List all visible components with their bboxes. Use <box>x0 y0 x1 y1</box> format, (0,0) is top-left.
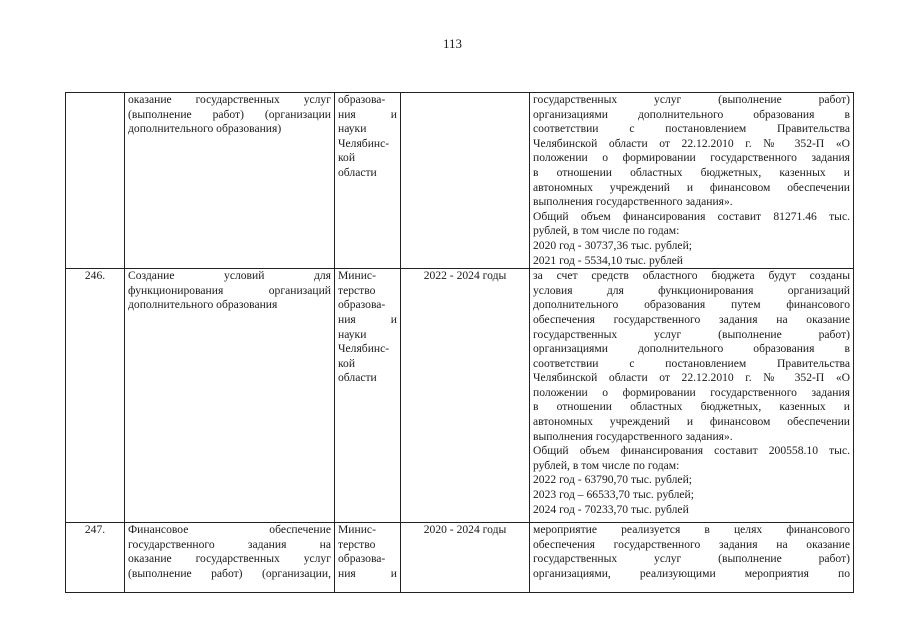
text-line: Создание условий для <box>128 269 331 283</box>
text-line: науки <box>338 122 367 136</box>
text-line: 2021 год - 5534,10 тыс. рублей <box>533 253 683 267</box>
text-line: Минис- <box>338 269 376 283</box>
text-line: оказание государственных услуг <box>128 93 331 106</box>
text-line: обеспечения государственного задания на оказание <box>533 312 850 326</box>
text-line: рублей, в том числе по годам: <box>533 224 680 238</box>
page-number: 113 <box>442 36 463 51</box>
text-line: дополнительного образования <box>128 298 278 312</box>
text-line: мероприятие реализуется в целях финансового <box>533 523 850 537</box>
text-line: кой <box>338 151 356 165</box>
text-line: организациями дополнительного образования в <box>533 107 850 121</box>
text-line: государственных услуг (выполнение работ) <box>533 552 850 566</box>
text-line: рублей, в том числе по годам: <box>533 458 680 472</box>
text-line: организациями дополнительного образования в <box>533 342 850 356</box>
text-line: Общий объем финансирования составит 81271.46 тыс. <box>533 209 850 223</box>
text-line: образова- <box>338 93 386 106</box>
text-line: государственных услуг (выполнение работ) <box>533 327 850 341</box>
text-line: кой <box>338 356 356 370</box>
text-line: Челябинс- <box>338 136 390 150</box>
text-line: Челябинской области от 22.12.2010 г. № 352-П «О <box>533 371 850 385</box>
text-line: 2024 год - 70233,70 тыс. рублей <box>533 502 689 516</box>
text-line: Общий объем финансирования составит 200558.10 тыс. <box>533 444 850 458</box>
row-number: 247. <box>66 523 125 593</box>
text-line: науки <box>338 327 367 341</box>
text-line: (выполнение работ) (организации, <box>128 566 331 580</box>
text-line: организациями, реализующими мероприятия по <box>533 566 850 580</box>
text-line: 2022 год - 63790,70 тыс. рублей; <box>533 473 693 487</box>
text-line: Финансовое обеспечение <box>128 523 331 537</box>
text-line: соответствии с постановлением Правительства <box>533 122 850 136</box>
text-line: автономных учреждений и финансовом обеспечении <box>533 180 850 194</box>
executor <box>335 269 401 523</box>
text-line: за счет средств областного бюджета будут созданы <box>533 269 850 283</box>
text-line: положении о формировании государственного задания <box>533 151 850 165</box>
text-line: Челябинской области от 22.12.2010 г. № 352-П «О <box>533 136 850 150</box>
executor <box>335 93 401 269</box>
row-number: 246. <box>66 269 125 523</box>
text-line: в отношении областных бюджетных, казенных и <box>533 400 850 414</box>
description <box>530 269 854 523</box>
table-row <box>66 269 854 523</box>
text-line: 2020 год - 30737,36 тыс. рублей; <box>533 238 693 252</box>
text-line: обеспечения государственного задания на оказание <box>533 537 850 551</box>
text-line: (выполнение работ) (организации <box>128 107 331 121</box>
text-line: терство <box>338 537 376 551</box>
text-line: терство <box>338 283 376 297</box>
text-line: условия для функционирования организаций <box>533 283 850 297</box>
description <box>530 93 854 269</box>
text-line: Минис- <box>338 523 376 537</box>
measure-name <box>125 523 335 593</box>
text-line: дополнительного образования) <box>128 122 282 136</box>
text-line: ния и <box>338 312 397 326</box>
text-line: образова- <box>338 552 386 566</box>
table-row <box>66 523 854 593</box>
period: 2022 - 2024 годы <box>401 269 530 523</box>
text-line: выполнения государственного задания». <box>533 195 733 209</box>
text-line: выполнения государственного задания». <box>533 429 733 443</box>
text-line: дополнительного образования путем финансового <box>533 298 850 312</box>
text-line: ния и <box>338 107 397 121</box>
table-row <box>66 93 854 269</box>
measures-table <box>65 92 854 593</box>
period <box>401 93 530 269</box>
measure-name <box>125 93 335 269</box>
text-line: в отношении областных бюджетных, казенных и <box>533 165 850 179</box>
text-line: области <box>338 165 377 179</box>
text-line: функционирования организаций <box>128 283 331 297</box>
period: 2020 - 2024 годы <box>401 523 530 593</box>
text-line: государственного задания на <box>128 537 331 551</box>
text-line: образова- <box>338 298 386 312</box>
text-line: оказание государственных услуг <box>128 552 331 566</box>
text-line: государственных услуг (выполнение работ) <box>533 93 850 106</box>
row-number <box>66 93 125 269</box>
executor <box>335 523 401 593</box>
text-line: ния и <box>338 566 397 580</box>
text-line: области <box>338 371 377 385</box>
text-line: 2023 год – 66533,70 тыс. рублей; <box>533 488 694 502</box>
text-line: Челябинс- <box>338 342 390 356</box>
measure-name <box>125 269 335 523</box>
description <box>530 523 854 593</box>
text-line: положении о формировании государственного задания <box>533 385 850 399</box>
text-line: автономных учреждений и финансовом обеспечении <box>533 415 850 429</box>
text-line: соответствии с постановлением Правительства <box>533 356 850 370</box>
